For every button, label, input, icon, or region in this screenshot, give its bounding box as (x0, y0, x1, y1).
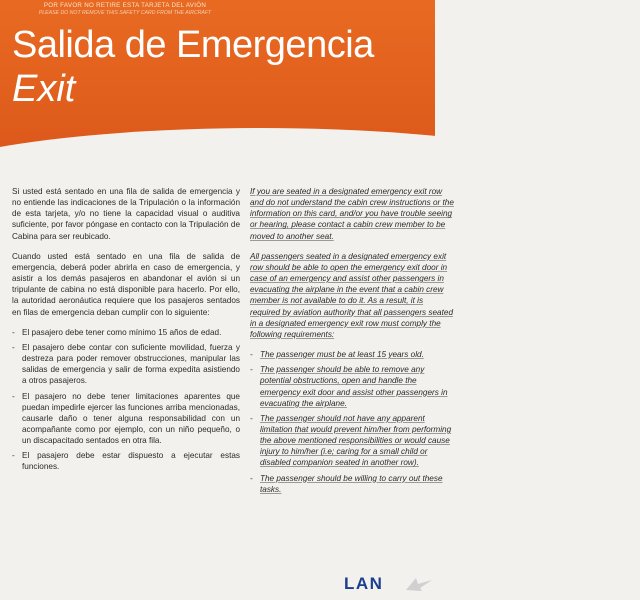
english-column (250, 186, 454, 494)
header-banner (0, 0, 435, 168)
list-item: - The passenger should not have any apparent limitation that would prevent him/her from performing the above mentioned responsibilities or would cause injury to him/her (i.e; caring for a small child or disabled companion seated in another row). (250, 413, 452, 468)
list-item: - El pasajero debe estar dispuesto a ejecutar estas funciones. (12, 451, 240, 472)
warning-text-en: PLEASE DO NOT REMOVE THIS SAFETY CARD FROM THE AIRCRAFT (38, 10, 212, 16)
list-item: - The passenger should be able to remove any potential obstructions, open and handle the emergency exit door and assist other passengers in evacuating the airplane. (250, 365, 448, 408)
star-logo-icon (404, 576, 435, 592)
english-requirements-list (250, 349, 455, 495)
spanish-paragraph-2: Cuando usted está sentado en una fila de salida de emergencia, deberá poder abrirla en caso de emergencia, y asistir a los demás pasajeros en abandonar el avión si un tripulante de cabina no está disponible para hacerlo. Por ello, la autoridad aeronáutica requiere que los pasajeros sentados en filas de emergencia deban cumplir con lo siguiente: (12, 251, 240, 317)
title-spanish: Salida de Emergencia (12, 24, 374, 66)
spanish-paragraph-1: Si usted está sentado en una fila de salida de emergencia y no entiende las indicaciones de la Tripulación o la información de esta tarjeta, y/o no tiene la capacidad visual o auditiva suficiente, por favor póngase en contacto con la Tripulación de Cabina para ser reubicado. (12, 187, 240, 241)
list-item: - The passenger must be at least 15 years old. (250, 350, 424, 360)
list-item: - The passenger should be willing to carry out these tasks. (250, 473, 443, 494)
title-english: Exit (12, 68, 76, 110)
spanish-column (12, 186, 240, 477)
warning-text-es: POR FAVOR NO RETIRE ESTA TARJETA DEL AVIÓN (43, 2, 207, 9)
list-item: - El pasajero no debe tener limitaciones aparentes que puedan impedirle ejercer las funciones arriba mencionadas, causarle daño o tener alguna responsabilidad con un acompañante como por ejemplo, con un niño pequeño, o un discapacitado sentados en otra fila. (12, 391, 240, 446)
english-paragraph-2: All passengers seated in a designated emergency exit row should be able to open the emergency exit door in case of an emergency and assist other passengers in evacuating the airplane in the event that a cabin crew member is not available to do it. As a result, it is required by aviation authority that all passengers seated in a designated emergency exit row must comply the following requirements: (250, 251, 453, 339)
list-item: - El pasajero debe tener como mínimo 15 años de edad. (12, 327, 222, 337)
english-paragraph-1: If you are seated in a designated emergency exit row and do not understand the cabin crew instructions or the information on this card, and/or you have trouble seeing or hearing, please contact a cabin crew member to be moved to another seat. (250, 187, 454, 241)
list-item: - El pasajero debe contar con suficiente movilidad, fuerza y destreza para poder remover obstrucciones, manipular las salidas de emergencia y salir de forma expedita asistiendo a otros pasajeros. (12, 342, 240, 386)
spanish-requirements-list (12, 327, 240, 473)
lan-logo: LAN (344, 574, 384, 593)
